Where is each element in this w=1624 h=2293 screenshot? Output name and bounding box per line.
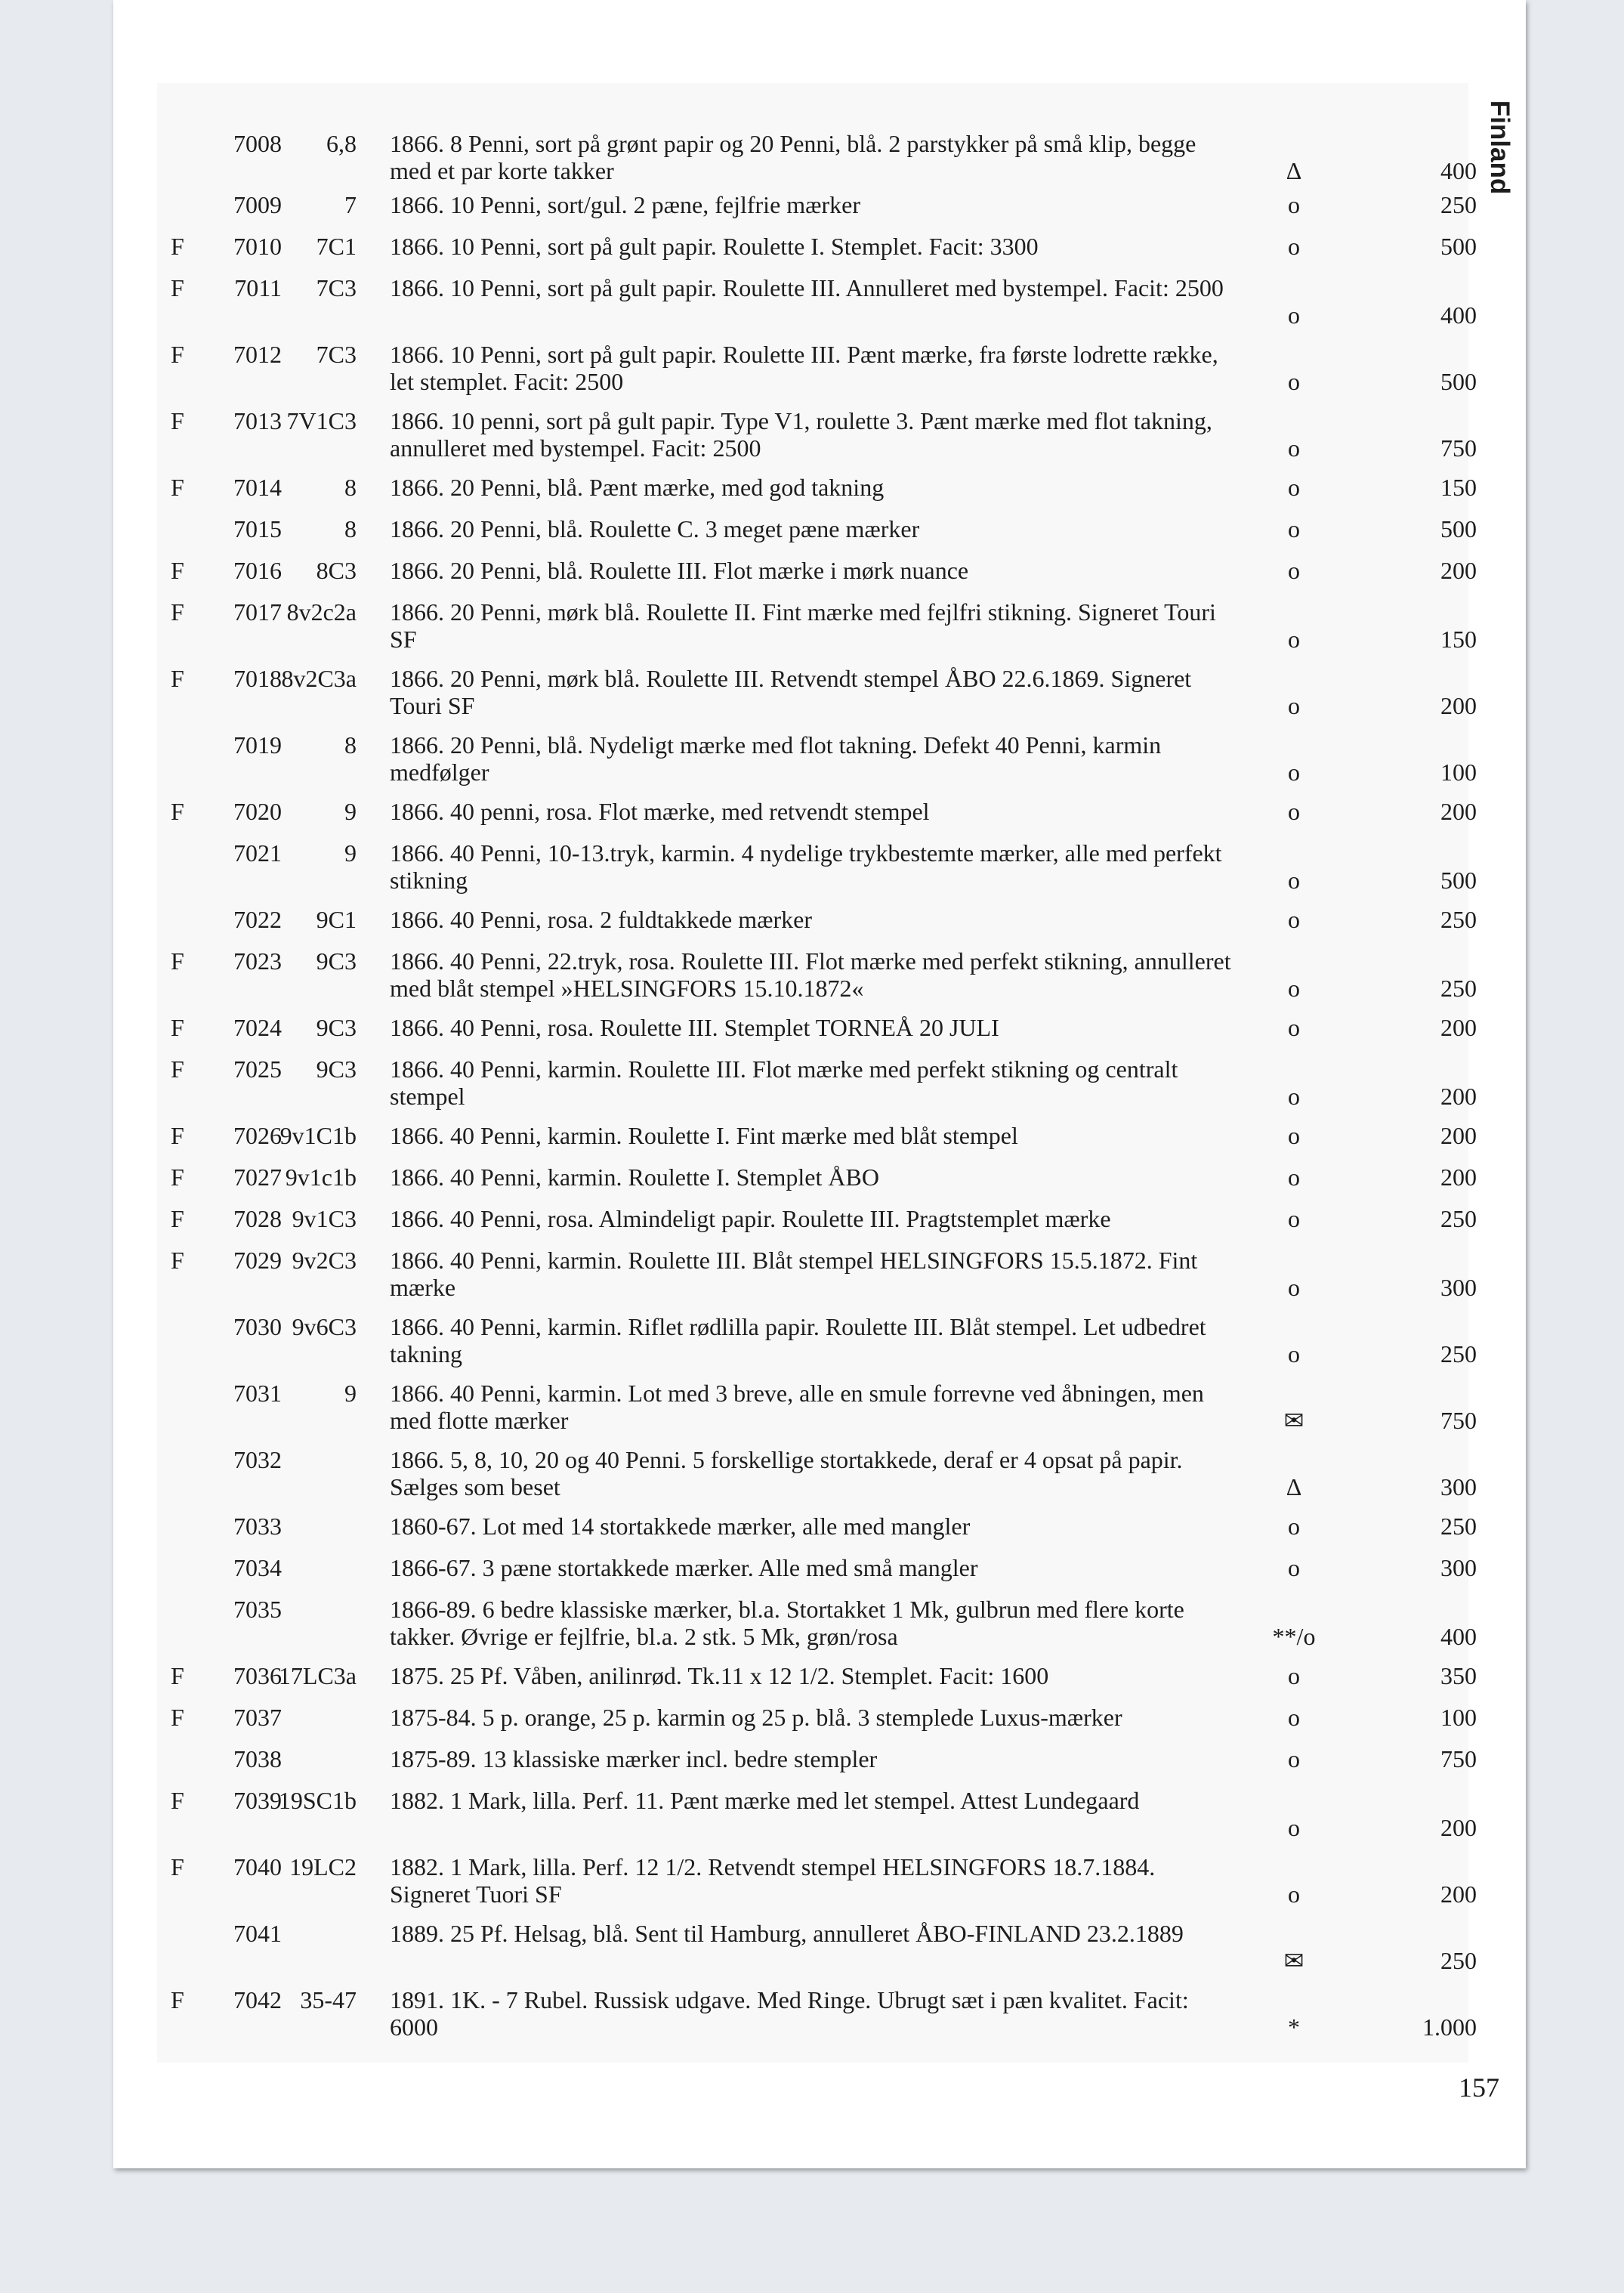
condition-symbol: o bbox=[1288, 975, 1300, 1002]
lot-number: 7036 bbox=[233, 1662, 282, 1689]
condition-symbol: o bbox=[1288, 191, 1300, 218]
lot-flag: F bbox=[171, 474, 184, 501]
lot-flag: F bbox=[171, 1055, 184, 1083]
lot-price: 400 bbox=[1440, 1623, 1477, 1650]
condition-symbol: o bbox=[1288, 626, 1300, 653]
lot-price: 300 bbox=[1440, 1554, 1477, 1581]
lot-flag: F bbox=[171, 557, 184, 584]
lot-number: 7010 bbox=[233, 233, 282, 260]
lot-description: 1866. 40 Penni, rosa. Roulette III. Stemplet TORNEÅ 20 JULI bbox=[390, 1014, 999, 1041]
lot-description: 1866-67. 3 pæne stortakkede mærker. Alle med små mangler bbox=[390, 1554, 978, 1581]
lot-price: 200 bbox=[1440, 1163, 1477, 1191]
lot-description: 1866. 10 Penni, sort/gul. 2 pæne, fejlfrie mærker bbox=[390, 191, 861, 218]
lot-number: 7013 bbox=[233, 407, 282, 434]
lot-number: 7038 bbox=[233, 1745, 282, 1772]
lot-description: 1866. 20 Penni, blå. Nydeligt mærke med flot takning. Defekt 40 Penni, karmin medfølger bbox=[390, 731, 1162, 786]
catalogue-number: 9v1C1b bbox=[279, 1122, 357, 1149]
envelope-icon: ✉ bbox=[1283, 1407, 1304, 1434]
envelope-icon: ✉ bbox=[1283, 1947, 1304, 1974]
catalogue-number: 7C3 bbox=[316, 341, 357, 368]
lot-description: 1866. 40 Penni, karmin. Roulette I. Stemplet ÅBO bbox=[390, 1163, 879, 1191]
lot-price: 1.000 bbox=[1422, 2013, 1477, 2041]
lot-price: 200 bbox=[1440, 692, 1477, 719]
lot-description: 1889. 25 Pf. Helsag, blå. Sent til Hamburg, annulleret ÅBO-FINLAND 23.2.1889 bbox=[390, 1920, 1184, 1947]
lot-price: 150 bbox=[1440, 626, 1477, 653]
lot-price: 500 bbox=[1440, 233, 1477, 260]
lot-flag: F bbox=[171, 665, 184, 692]
lot-number: 7041 bbox=[233, 1920, 282, 1947]
lot-number: 7027 bbox=[233, 1163, 282, 1191]
lot-description: 1875-89. 13 klassiske mærker incl. bedre stempler bbox=[390, 1745, 878, 1772]
lot-number: 7029 bbox=[233, 1247, 282, 1274]
catalogue-page bbox=[113, 0, 1526, 2168]
catalogue-number: 9C3 bbox=[316, 947, 357, 975]
lot-price: 300 bbox=[1440, 1274, 1477, 1301]
lot-number: 7015 bbox=[233, 515, 282, 542]
lot-price: 500 bbox=[1440, 368, 1477, 395]
lot-description: 1866. 40 Penni, 22.tryk, rosa. Roulette III. Flot mærke med perfekt stikning, annulleret med blåt stempel »HELSINGFORS 15.10.1872« bbox=[390, 947, 1231, 1002]
lot-number: 7022 bbox=[233, 906, 282, 933]
condition-symbol: o bbox=[1288, 301, 1300, 329]
lot-description: 1875. 25 Pf. Våben, anilinrød. Tk.11 x 12 1/2. Stemplet. Facit: 1600 bbox=[390, 1662, 1049, 1689]
lot-description: 1860-67. Lot med 14 stortakkede mærker, alle med mangler bbox=[390, 1513, 971, 1540]
catalogue-number: 8v2c2a bbox=[286, 598, 357, 626]
lot-description: 1866. 40 Penni, karmin. Roulette I. Fint mærke med blåt stempel bbox=[390, 1122, 1018, 1149]
condition-symbol: o bbox=[1288, 515, 1300, 542]
condition-symbol: o bbox=[1288, 1814, 1300, 1841]
condition-symbol: o bbox=[1288, 1122, 1300, 1149]
lot-description: 1866. 20 Penni, mørk blå. Roulette III. Retvendt stempel ÅBO 22.6.1869. Signeret Touri SF bbox=[390, 665, 1192, 719]
lot-number: 7039 bbox=[233, 1787, 282, 1814]
condition-symbol: o bbox=[1288, 906, 1300, 933]
condition-symbol: o bbox=[1288, 557, 1300, 584]
condition-symbol: o bbox=[1288, 434, 1300, 462]
catalogue-number: 8 bbox=[344, 515, 357, 542]
condition-symbol: o bbox=[1288, 368, 1300, 395]
lot-price: 250 bbox=[1440, 1947, 1477, 1974]
lot-price: 400 bbox=[1440, 157, 1477, 184]
catalogue-number: 9C3 bbox=[316, 1014, 357, 1041]
condition-symbol: o bbox=[1288, 474, 1300, 501]
lot-number: 7018 bbox=[233, 665, 282, 692]
lot-number: 7023 bbox=[233, 947, 282, 975]
lot-flag: F bbox=[171, 233, 184, 260]
catalogue-number: 8C3 bbox=[316, 557, 357, 584]
lot-number: 7025 bbox=[233, 1055, 282, 1083]
catalogue-number: 19SC1b bbox=[278, 1787, 357, 1814]
lot-number: 7028 bbox=[233, 1205, 282, 1232]
lot-description: 1866. 20 Penni, blå. Roulette C. 3 meget pæne mærker bbox=[390, 515, 920, 542]
lot-description: 1866. 40 Penni, rosa. Almindeligt papir. Roulette III. Pragtstemplet mærke bbox=[390, 1205, 1111, 1232]
lot-description: 1866. 5, 8, 10, 20 og 40 Penni. 5 forskellige stortakkede, deraf er 4 opsat på papir. Sælges som beset bbox=[390, 1446, 1183, 1500]
section-tab bbox=[1473, 79, 1526, 215]
lot-flag: F bbox=[171, 407, 184, 434]
condition-symbol: o bbox=[1288, 1704, 1300, 1731]
lot-number: 7040 bbox=[233, 1853, 282, 1880]
condition-symbol: o bbox=[1288, 1274, 1300, 1301]
lot-flag: F bbox=[171, 1787, 184, 1814]
lot-number: 7033 bbox=[233, 1513, 282, 1540]
lot-flag: F bbox=[171, 1986, 184, 2013]
lot-description: 1866. 40 penni, rosa. Flot mærke, med retvendt stempel bbox=[390, 798, 930, 825]
condition-symbol: o bbox=[1288, 798, 1300, 825]
lot-price: 100 bbox=[1440, 1704, 1477, 1731]
lot-number: 7017 bbox=[233, 598, 282, 626]
lot-price: 250 bbox=[1440, 975, 1477, 1002]
lot-price: 200 bbox=[1440, 557, 1477, 584]
lot-price: 300 bbox=[1440, 1473, 1477, 1500]
lot-description: 1866. 40 Penni, rosa. 2 fuldtakkede mærker bbox=[390, 906, 812, 933]
lot-description: 1866. 20 Penni, blå. Pænt mærke, med god takning bbox=[390, 474, 885, 501]
lot-description: 1866. 10 Penni, sort på gult papir. Roulette III. Annulleret med bystempel. Facit: 2500 bbox=[390, 274, 1224, 301]
lot-description: 1866. 10 Penni, sort på gult papir. Roulette I. Stemplet. Facit: 3300 bbox=[390, 233, 1039, 260]
lot-flag: F bbox=[171, 1853, 184, 1880]
catalogue-number: 8 bbox=[344, 474, 357, 501]
lot-flag: F bbox=[171, 274, 184, 301]
lot-number: 7035 bbox=[233, 1596, 282, 1623]
catalogue-number: 8 bbox=[344, 731, 357, 759]
lot-number: 7011 bbox=[234, 274, 282, 301]
condition-symbol: o bbox=[1288, 233, 1300, 260]
condition-symbol: o bbox=[1288, 1880, 1300, 1908]
lot-price: 250 bbox=[1440, 1340, 1477, 1367]
lot-flag: F bbox=[171, 1163, 184, 1191]
condition-symbol: o bbox=[1288, 1662, 1300, 1689]
lot-price: 250 bbox=[1440, 191, 1477, 218]
lot-flag: F bbox=[171, 341, 184, 368]
lot-price: 100 bbox=[1440, 759, 1477, 786]
lot-price: 200 bbox=[1440, 1814, 1477, 1841]
lot-number: 7032 bbox=[233, 1446, 282, 1473]
lot-price: 250 bbox=[1440, 1513, 1477, 1540]
condition-symbol: Δ bbox=[1286, 157, 1302, 184]
lot-flag: F bbox=[171, 1247, 184, 1274]
lot-number: 7042 bbox=[233, 1986, 282, 2013]
lot-price: 250 bbox=[1440, 1205, 1477, 1232]
lot-description: 1882. 1 Mark, lilla. Perf. 12 1/2. Retvendt stempel HELSINGFORS 18.7.1884. Signeret Tuori SF bbox=[390, 1853, 1156, 1908]
catalogue-number: 9C3 bbox=[316, 1055, 357, 1083]
lot-description: 1891. 1K. - 7 Rubel. Russisk udgave. Med Ringe. Ubrugt sæt i pæn kvalitet. Facit: 6000 bbox=[390, 1986, 1189, 2041]
lot-description: 1866. 20 Penni, mørk blå. Roulette II. Fint mærke med fejlfri stikning. Signeret Touri SF bbox=[390, 598, 1216, 653]
lot-flag: F bbox=[171, 1014, 184, 1041]
lot-number: 7026 bbox=[233, 1122, 282, 1149]
lot-description: 1866. 40 Penni, 10-13.tryk, karmin. 4 nydelige trykbestemte mærker, alle med perfekt stikning bbox=[390, 839, 1222, 894]
lot-number: 7012 bbox=[233, 341, 282, 368]
lot-number: 7016 bbox=[233, 557, 282, 584]
catalogue-number: 9v1c1b bbox=[285, 1163, 357, 1191]
catalogue-number: 9 bbox=[344, 798, 357, 825]
lot-description: 1866. 40 Penni, karmin. Roulette III. Flot mærke med perfekt stikning og centralt stempel bbox=[390, 1055, 1178, 1110]
section-title: Finland bbox=[1485, 100, 1514, 195]
lot-description: 1866. 40 Penni, karmin. Riflet rødlilla papir. Roulette III. Blåt stempel. Let udbedret takning bbox=[390, 1313, 1206, 1367]
condition-symbol: o bbox=[1288, 692, 1300, 719]
lot-description: 1875-84. 5 p. orange, 25 p. karmin og 25 p. blå. 3 stemplede Luxus-mærker bbox=[390, 1704, 1122, 1731]
lot-description: 1866. 20 Penni, blå. Roulette III. Flot mærke i mørk nuance bbox=[390, 557, 969, 584]
lot-price: 150 bbox=[1440, 474, 1477, 501]
lot-number: 7014 bbox=[233, 474, 282, 501]
condition-symbol: * bbox=[1288, 2013, 1300, 2041]
catalogue-number: 8v2C3a bbox=[281, 665, 357, 692]
catalogue-number: 7C3 bbox=[316, 274, 357, 301]
lot-number: 7034 bbox=[233, 1554, 282, 1581]
lot-number: 7020 bbox=[233, 798, 282, 825]
lot-description: 1866. 40 Penni, karmin. Lot med 3 breve, alle en smule forrevne ved åbningen, men med flotte mærker bbox=[390, 1380, 1204, 1434]
condition-symbol: o bbox=[1288, 867, 1300, 894]
lot-description: 1866. 10 penni, sort på gult papir. Type V1, roulette 3. Pænt mærke med flot takning, annulleret med bystempel. Facit: 2500 bbox=[390, 407, 1212, 462]
lot-price: 200 bbox=[1440, 1880, 1477, 1908]
catalogue-number: 17LC3a bbox=[278, 1662, 357, 1689]
catalogue-number: 19LC2 bbox=[289, 1853, 357, 1880]
lot-price: 400 bbox=[1440, 301, 1477, 329]
lot-price: 750 bbox=[1440, 434, 1477, 462]
catalogue-number: 9C1 bbox=[316, 906, 357, 933]
lot-number: 7009 bbox=[233, 191, 282, 218]
lot-description: 1882. 1 Mark, lilla. Perf. 11. Pænt mærke med let stempel. Attest Lundegaard bbox=[390, 1787, 1140, 1814]
lot-price: 250 bbox=[1440, 906, 1477, 933]
lot-price: 500 bbox=[1440, 867, 1477, 894]
lot-description: 1866-89. 6 bedre klassiske mærker, bl.a. Stortakket 1 Mk, gulbrun med flere korte takker. Øvrige er fejlfrie, bl.a. 2 stk. 5 Mk, grøn/rosa bbox=[390, 1596, 1184, 1650]
lot-number: 7008 bbox=[233, 130, 282, 157]
lot-number: 7037 bbox=[233, 1704, 282, 1731]
lot-price: 200 bbox=[1440, 1122, 1477, 1149]
lot-price: 750 bbox=[1440, 1407, 1477, 1434]
lot-flag: F bbox=[171, 798, 184, 825]
catalogue-number: 9 bbox=[344, 839, 357, 867]
lot-price: 200 bbox=[1440, 1083, 1477, 1110]
catalogue-number: 9v6C3 bbox=[292, 1313, 357, 1340]
condition-symbol: o bbox=[1288, 1554, 1300, 1581]
page-number: 157 bbox=[1459, 2072, 1499, 2103]
catalogue-number: 7 bbox=[344, 191, 357, 218]
catalogue-number: 7V1C3 bbox=[286, 407, 357, 434]
lot-flag: F bbox=[171, 1122, 184, 1149]
catalogue-number: 7C1 bbox=[316, 233, 357, 260]
lot-description: 1866. 8 Penni, sort på grønt papir og 20 Penni, blå. 2 parstykker på små klip, begge med et par korte takker bbox=[390, 130, 1196, 184]
lot-description: 1866. 40 Penni, karmin. Roulette III. Blåt stempel HELSINGFORS 15.5.1872. Fint mærke bbox=[390, 1247, 1198, 1301]
condition-symbol: o bbox=[1288, 1083, 1300, 1110]
lot-flag: F bbox=[171, 1662, 184, 1689]
catalogue-number: 35-47 bbox=[300, 1986, 357, 2013]
lot-number: 7030 bbox=[233, 1313, 282, 1340]
lot-number: 7021 bbox=[233, 839, 282, 867]
catalogue-number: 9 bbox=[344, 1380, 357, 1407]
lot-number: 7024 bbox=[233, 1014, 282, 1041]
lot-price: 500 bbox=[1440, 515, 1477, 542]
lot-price: 200 bbox=[1440, 798, 1477, 825]
catalogue-number: 6,8 bbox=[326, 130, 357, 157]
condition-symbol: o bbox=[1288, 1205, 1300, 1232]
lot-flag: F bbox=[171, 947, 184, 975]
condition-symbol: **/o bbox=[1272, 1623, 1316, 1650]
condition-symbol: o bbox=[1288, 1340, 1300, 1367]
condition-symbol: o bbox=[1288, 759, 1300, 786]
condition-symbol: o bbox=[1288, 1745, 1300, 1772]
catalogue-number: 9v2C3 bbox=[292, 1247, 357, 1274]
lot-description: 1866. 10 Penni, sort på gult papir. Roulette III. Pænt mærke, fra første lodrette række, let stemplet. Facit: 2500 bbox=[390, 341, 1218, 395]
lot-price: 200 bbox=[1440, 1014, 1477, 1041]
condition-symbol: o bbox=[1288, 1513, 1300, 1540]
catalogue-number: 9v1C3 bbox=[292, 1205, 357, 1232]
lot-flag: F bbox=[171, 1704, 184, 1731]
lot-flag: F bbox=[171, 1205, 184, 1232]
lot-flag: F bbox=[171, 598, 184, 626]
lot-price: 750 bbox=[1440, 1745, 1477, 1772]
lot-number: 7019 bbox=[233, 731, 282, 759]
condition-symbol: Δ bbox=[1286, 1473, 1302, 1500]
condition-symbol: o bbox=[1288, 1163, 1300, 1191]
condition-symbol: o bbox=[1288, 1014, 1300, 1041]
lot-price: 350 bbox=[1440, 1662, 1477, 1689]
lot-number: 7031 bbox=[233, 1380, 282, 1407]
